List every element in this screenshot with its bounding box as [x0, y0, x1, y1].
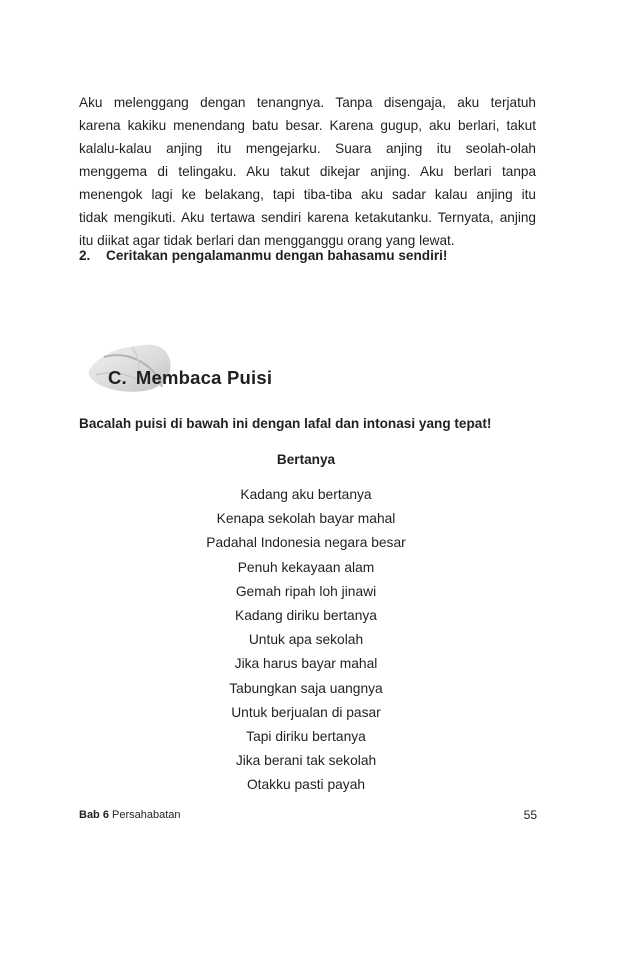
story-paragraph — [79, 91, 536, 252]
paragraph-line: tidak mengikuti. Aku tertawa sendiri karena ketakutanku. Ternyata, anjing — [79, 210, 536, 225]
poem-line: Otakku pasti payah — [246, 777, 366, 793]
poem-line: Tabungkan saja uangnya — [229, 680, 383, 696]
paragraph-line: menggema di telingaku. Aku takut dikejar anjing. Aku berlari tanpa — [79, 164, 536, 179]
paragraph-line: kalalu-kalau anjing itu mengejarku. Suara anjing itu seolah-olah — [79, 141, 536, 156]
section-letter: C. — [108, 367, 127, 388]
reading-instruction: Bacalah puisi di bawah ini dengan lafal dan intonasi yang tepat! — [79, 416, 492, 431]
poem-title: Bertanya — [276, 452, 336, 467]
poem-line: Untuk berjualan di pasar — [231, 704, 381, 720]
paragraph-line: Aku melenggang dengan tenangnya. Tanpa disengaja, aku terjatuh — [79, 95, 536, 110]
poem-line: Jika harus bayar mahal — [234, 656, 378, 672]
poem-line: Tapi diriku bertanya — [246, 729, 366, 745]
paragraph-line: karena kakiku menendang batu besar. Karena gugup, aku berlari, takut — [79, 118, 536, 133]
paragraph-line: itu diikat agar tidak berlari dan mengganggu orang yang lewat. — [79, 233, 455, 248]
poem-line: Untuk apa sekolah — [248, 632, 364, 648]
poem-line: Penuh kekayaan alam — [237, 559, 375, 575]
question-number: 2. — [79, 248, 91, 263]
footer-chapter-title: Persahabatan — [112, 809, 181, 821]
question-item — [79, 244, 549, 267]
poem-line: Kadang diriku bertanya — [235, 608, 377, 624]
poem-line: Jika berani tak sekolah — [235, 753, 377, 769]
section-heading — [108, 367, 272, 389]
page-footer-chapter — [79, 809, 181, 821]
poem-line: Gemah ripah loh jinawi — [235, 583, 377, 599]
footer-chapter-number: Bab 6 — [79, 809, 109, 821]
poem-line: Kenapa sekolah bayar mahal — [216, 511, 396, 527]
poem-body — [0, 483, 612, 798]
paragraph-line: menengok lagi ke belakang, tapi tiba-tiba aku sadar kalau anjing itu — [79, 187, 536, 202]
question-text: Ceritakan pengalamanmu dengan bahasamu sendiri! — [106, 248, 448, 263]
poem-line: Kadang aku bertanya — [240, 487, 372, 502]
section-title: Membaca Puisi — [135, 367, 273, 388]
poem-line: Padahal Indonesia negara besar — [206, 535, 406, 551]
page-number: 55 — [523, 808, 537, 822]
